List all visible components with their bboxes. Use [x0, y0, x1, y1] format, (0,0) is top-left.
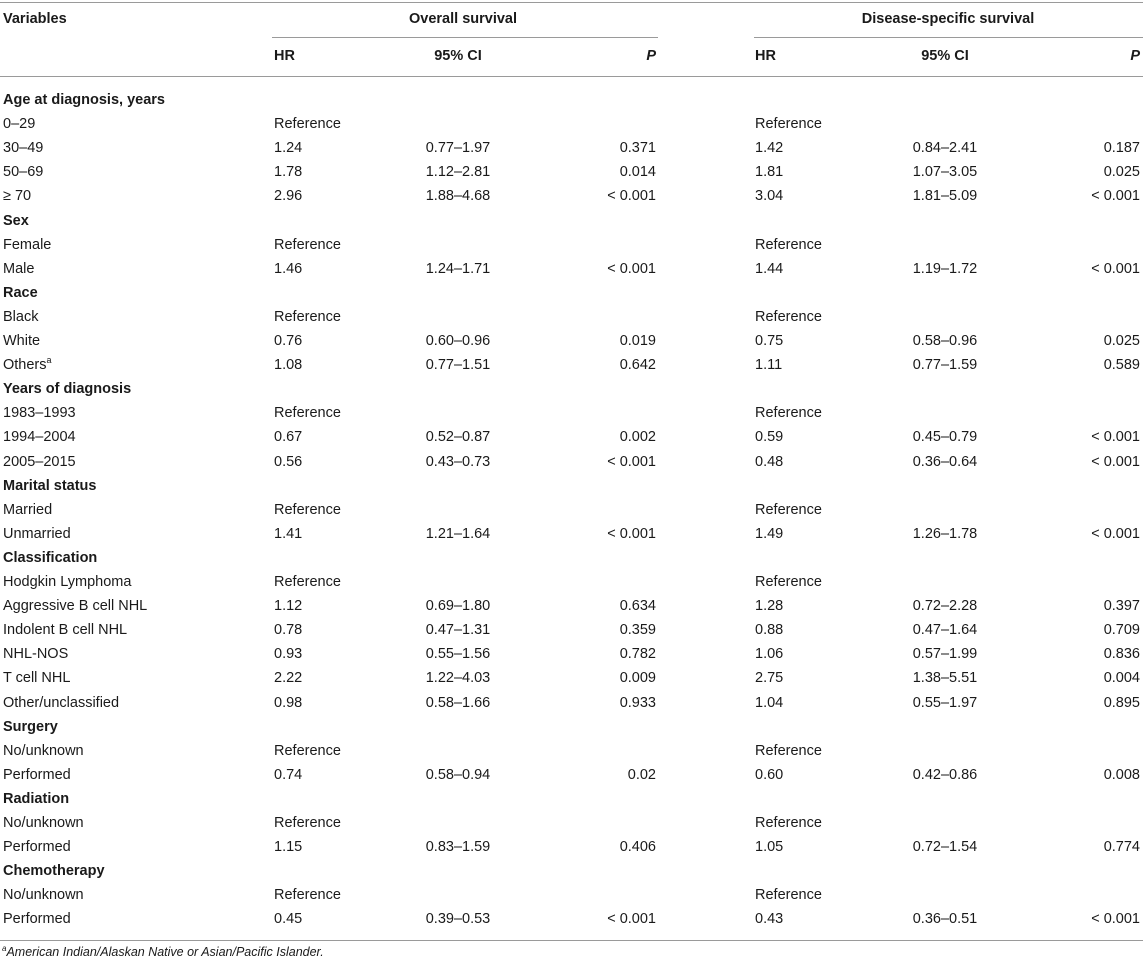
dss-span-rule [754, 37, 1143, 38]
cell-dss-hr: Reference [755, 815, 822, 831]
cell-os-hr: 1.46 [274, 261, 303, 277]
row-label-text: Married [3, 502, 53, 518]
cell-dss-hr: 1.04 [755, 695, 784, 711]
header-overall-survival: Overall survival [408, 11, 518, 27]
cell-os-hr: 0.76 [274, 333, 303, 349]
cell-os-ci: 1.88–4.68 [425, 188, 491, 204]
row-label-text: NHL-NOS [3, 646, 69, 662]
header-dss-p: P [1130, 48, 1140, 64]
cell-os-ci: 0.77–1.97 [425, 140, 491, 156]
row-label-text: Indolent B cell NHL [3, 622, 128, 638]
cell-dss-p: 0.836 [1103, 646, 1140, 662]
cell-dss-hr: Reference [755, 502, 822, 518]
row-label-text: Age at diagnosis, years [3, 92, 165, 108]
cell-dss-ci: 0.84–2.41 [912, 140, 978, 156]
group-heading [3, 88, 165, 112]
cell-dss-ci: 0.36–0.64 [912, 454, 978, 470]
cell-os-hr: Reference [274, 116, 341, 132]
cell-os-ci: 1.22–4.03 [425, 670, 491, 686]
cell-os-hr: Reference [274, 502, 341, 518]
cell-dss-ci: 0.77–1.59 [912, 357, 978, 373]
row-label-text: Female [3, 237, 52, 253]
cell-os-ci: 1.24–1.71 [425, 261, 491, 277]
cell-os-p: < 0.001 [607, 911, 656, 927]
cell-dss-p: 0.025 [1103, 164, 1140, 180]
footnote [2, 944, 324, 960]
row-label-text: 0–29 [3, 116, 36, 132]
cell-dss-p: 0.774 [1103, 839, 1140, 855]
cell-os-hr: 0.78 [274, 622, 303, 638]
cell-os-hr: 0.98 [274, 695, 303, 711]
cell-os-p: 0.371 [619, 140, 656, 156]
cell-dss-p: 0.709 [1103, 622, 1140, 638]
cell-dss-p: < 0.001 [1091, 526, 1140, 542]
cell-os-hr: 2.96 [274, 188, 303, 204]
footnote-marker: a [2, 943, 7, 953]
cell-dss-hr: 1.49 [755, 526, 784, 542]
row-label [3, 450, 76, 474]
cell-os-hr: 1.41 [274, 526, 303, 542]
row-label-text: Sex [3, 213, 29, 229]
cell-os-ci: 0.55–1.56 [425, 646, 491, 662]
cell-os-hr: Reference [274, 309, 341, 325]
row-label-text: No/unknown [3, 887, 84, 903]
cell-os-p: 0.782 [619, 646, 656, 662]
group-heading [3, 377, 131, 401]
cell-os-p: 0.02 [627, 767, 656, 783]
row-label-text: Hodgkin Lymphoma [3, 574, 132, 590]
cell-os-p: < 0.001 [607, 261, 656, 277]
row-label-text: Performed [3, 767, 71, 783]
header-os-ci: 95% CI [434, 48, 482, 64]
row-label [3, 498, 52, 522]
cell-dss-ci: 0.36–0.51 [912, 911, 978, 927]
top-rule [0, 2, 1143, 3]
cell-os-ci: 0.47–1.31 [425, 622, 491, 638]
row-label-text: Classification [3, 550, 98, 566]
cell-os-ci: 0.39–0.53 [425, 911, 491, 927]
cell-os-ci: 0.83–1.59 [425, 839, 491, 855]
cell-os-ci: 1.12–2.81 [425, 164, 491, 180]
cell-os-hr: 1.78 [274, 164, 303, 180]
row-label [3, 835, 71, 859]
header-dss-hr: HR [755, 48, 776, 64]
cell-dss-p: < 0.001 [1091, 188, 1140, 204]
cell-dss-ci: 0.72–2.28 [912, 598, 978, 614]
cell-os-p: < 0.001 [607, 188, 656, 204]
cell-dss-p: 0.397 [1103, 598, 1140, 614]
cell-dss-hr: Reference [755, 574, 822, 590]
row-label-text: Performed [3, 911, 71, 927]
group-heading [3, 281, 38, 305]
cell-os-p: 0.933 [619, 695, 656, 711]
cell-dss-hr: 1.28 [755, 598, 784, 614]
cell-os-hr: 0.67 [274, 429, 303, 445]
cell-dss-ci: 0.55–1.97 [912, 695, 978, 711]
row-label [3, 666, 70, 690]
row-label-text: Others [3, 357, 47, 373]
cell-dss-ci: 1.26–1.78 [912, 526, 978, 542]
footnote-ref: a [46, 355, 52, 366]
row-label-text: 50–69 [3, 164, 44, 180]
row-label-text: Other/unclassified [3, 695, 120, 711]
cell-dss-ci: 1.19–1.72 [912, 261, 978, 277]
cell-dss-hr: Reference [755, 116, 822, 132]
cell-os-hr: 1.24 [274, 140, 303, 156]
row-label-text: 1994–2004 [3, 429, 76, 445]
bottom-rule [0, 940, 1143, 941]
cell-os-hr: Reference [274, 237, 341, 253]
group-heading [3, 715, 58, 739]
cell-dss-ci: 0.42–0.86 [912, 767, 978, 783]
cell-os-hr: Reference [274, 574, 341, 590]
row-label [3, 594, 147, 618]
row-label-text: T cell NHL [3, 670, 71, 686]
cell-dss-hr: 0.43 [755, 911, 784, 927]
row-label-text: Performed [3, 839, 71, 855]
cell-dss-hr: 1.05 [755, 839, 784, 855]
row-label-text: Aggressive B cell NHL [3, 598, 148, 614]
cell-dss-p: 0.895 [1103, 695, 1140, 711]
cell-os-hr: Reference [274, 743, 341, 759]
cell-dss-ci: 1.81–5.09 [912, 188, 978, 204]
cell-os-p: 0.406 [619, 839, 656, 855]
row-label-text: White [3, 333, 41, 349]
os-span-rule [272, 37, 658, 38]
row-label-text: Years of diagnosis [3, 381, 132, 397]
cell-dss-p: < 0.001 [1091, 429, 1140, 445]
cell-os-hr: 0.56 [274, 454, 303, 470]
cell-dss-hr: 0.48 [755, 454, 784, 470]
row-label [3, 305, 38, 329]
cell-os-hr: 1.15 [274, 839, 303, 855]
cell-dss-hr: Reference [755, 237, 822, 253]
header-os-p: P [646, 48, 656, 64]
cell-dss-hr: Reference [755, 887, 822, 903]
cell-os-ci: 0.77–1.51 [425, 357, 491, 373]
cell-dss-p: 0.004 [1103, 670, 1140, 686]
cell-os-p: < 0.001 [607, 454, 656, 470]
row-label [3, 907, 71, 931]
group-heading [3, 209, 29, 233]
cell-dss-ci: 0.72–1.54 [912, 839, 978, 855]
row-label [3, 883, 84, 907]
row-label [3, 811, 84, 835]
row-label-text: Chemotherapy [3, 863, 105, 879]
cell-os-p: 0.009 [619, 670, 656, 686]
cell-os-ci: 0.58–0.94 [425, 767, 491, 783]
cell-dss-ci: 0.47–1.64 [912, 622, 978, 638]
header-disease-specific-survival: Disease-specific survival [861, 11, 1035, 27]
row-label [3, 763, 71, 787]
row-label-text: Unmarried [3, 526, 71, 542]
cell-os-p: 0.634 [619, 598, 656, 614]
cell-os-ci: 0.60–0.96 [425, 333, 491, 349]
cell-os-ci: 0.43–0.73 [425, 454, 491, 470]
cell-os-p: < 0.001 [607, 526, 656, 542]
footnote-text: American Indian/Alaskan Native or Asian/Pacific Islander. [6, 945, 324, 959]
row-label-text: Marital status [3, 478, 97, 494]
cell-os-ci: 0.52–0.87 [425, 429, 491, 445]
cell-dss-ci: 1.38–5.51 [912, 670, 978, 686]
cell-os-hr: 2.22 [274, 670, 303, 686]
cell-dss-hr: 2.75 [755, 670, 784, 686]
row-label [3, 233, 51, 257]
row-label-text: 1983–1993 [3, 405, 76, 421]
header-os-hr: HR [274, 48, 295, 64]
cell-dss-ci: 0.58–0.96 [912, 333, 978, 349]
cell-dss-p: 0.589 [1103, 357, 1140, 373]
cell-os-hr: 0.74 [274, 767, 303, 783]
cell-dss-hr: 0.59 [755, 429, 784, 445]
group-heading [3, 474, 96, 498]
cell-os-p: 0.019 [619, 333, 656, 349]
row-label-text: Radiation [3, 791, 70, 807]
cell-os-hr: Reference [274, 405, 341, 421]
cell-os-ci: 0.58–1.66 [425, 695, 491, 711]
group-heading [3, 546, 97, 570]
cell-dss-hr: 1.06 [755, 646, 784, 662]
cell-os-hr: 0.45 [274, 911, 303, 927]
row-label-text: Surgery [3, 719, 58, 735]
cell-dss-hr: 0.60 [755, 767, 784, 783]
row-label-text: No/unknown [3, 743, 84, 759]
row-label [3, 160, 43, 184]
cell-dss-ci: 0.45–0.79 [912, 429, 978, 445]
cell-dss-ci: 0.57–1.99 [912, 646, 978, 662]
cell-dss-hr: 0.88 [755, 622, 784, 638]
row-label [3, 522, 71, 546]
cell-os-hr: 1.12 [274, 598, 303, 614]
row-label-text: 2005–2015 [3, 454, 76, 470]
row-label [3, 353, 52, 377]
row-label [3, 642, 68, 666]
row-label [3, 401, 76, 425]
header-rule [0, 76, 1143, 77]
header-dss-ci: 95% CI [921, 48, 969, 64]
row-label-text: ≥ 70 [3, 188, 32, 204]
row-label-text: No/unknown [3, 815, 84, 831]
row-label [3, 618, 127, 642]
row-label-text: Black [3, 309, 39, 325]
cell-os-hr: Reference [274, 815, 341, 831]
cell-dss-hr: 3.04 [755, 188, 784, 204]
row-label [3, 257, 34, 281]
row-label-text: 30–49 [3, 140, 44, 156]
cell-dss-hr: 0.75 [755, 333, 784, 349]
cell-os-hr: 0.93 [274, 646, 303, 662]
cell-os-ci: 0.69–1.80 [425, 598, 491, 614]
row-label-text: Male [3, 261, 35, 277]
cell-dss-p: < 0.001 [1091, 911, 1140, 927]
cell-dss-hr: Reference [755, 743, 822, 759]
header-variables: Variables [3, 11, 67, 27]
cell-os-ci: 1.21–1.64 [425, 526, 491, 542]
cell-dss-hr: 1.11 [755, 357, 783, 373]
cell-dss-ci: 1.07–3.05 [912, 164, 978, 180]
cell-dss-hr: Reference [755, 309, 822, 325]
row-label-text: Race [3, 285, 38, 301]
group-heading [3, 787, 69, 811]
cell-dss-hr: Reference [755, 405, 822, 421]
cell-dss-p: 0.187 [1103, 140, 1140, 156]
row-label [3, 112, 35, 136]
cell-os-p: 0.642 [619, 357, 656, 373]
row-label [3, 425, 76, 449]
cell-dss-p: 0.008 [1103, 767, 1140, 783]
cell-dss-p: < 0.001 [1091, 261, 1140, 277]
cell-dss-p: < 0.001 [1091, 454, 1140, 470]
cell-os-hr: Reference [274, 887, 341, 903]
row-label [3, 691, 119, 715]
cell-dss-hr: 1.81 [755, 164, 784, 180]
cell-os-hr: 1.08 [274, 357, 303, 373]
row-label [3, 329, 40, 353]
cell-dss-p: 0.025 [1103, 333, 1140, 349]
row-label [3, 136, 43, 160]
cell-dss-hr: 1.44 [755, 261, 784, 277]
row-label [3, 570, 131, 594]
cell-os-p: 0.359 [619, 622, 656, 638]
group-heading [3, 859, 105, 883]
cell-os-p: 0.002 [619, 429, 656, 445]
cell-dss-hr: 1.42 [755, 140, 784, 156]
row-label [3, 184, 31, 208]
cell-os-p: 0.014 [619, 164, 656, 180]
row-label [3, 739, 84, 763]
